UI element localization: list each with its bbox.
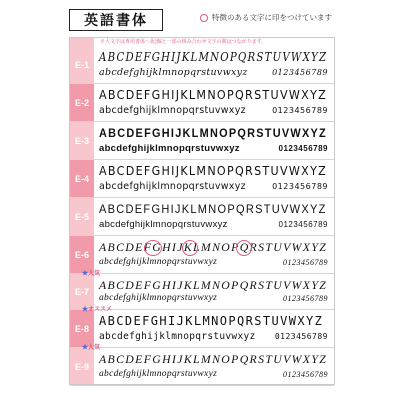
lowercase-sample: abcdefghijklmnopqrstuvwxyz — [99, 292, 218, 303]
uppercase-sample: ABCDEFGHIJKLMNOPQRSTUVWXYZ — [99, 314, 324, 328]
font-id-tab: E-5 — [74, 211, 89, 222]
font-id-tab: E-3 — [74, 135, 89, 146]
font-id-tab: E-1 — [74, 59, 89, 70]
font-sample — [99, 236, 330, 273]
digits-sample: 0123456789 — [278, 220, 328, 229]
uppercase-sample: ABCDEFGHIJKLMNOPQRSTUVWXYZ — [99, 240, 328, 254]
popular-badge — [82, 268, 100, 277]
popular-badge — [82, 304, 112, 313]
font-sample — [99, 310, 330, 347]
star-icon: ★ — [82, 345, 89, 351]
font-sample — [99, 348, 330, 385]
font-sample-sheet — [69, 37, 335, 385]
uppercase-sample: ABCDEFGHIJKLMNOPQRSTUVWXYZ — [99, 352, 328, 366]
digits-sample: 0123456789 — [283, 258, 328, 267]
star-icon: ★ — [82, 307, 89, 313]
lowercase-sample: abcdefghijklmnopqrstuvwxyz — [99, 330, 256, 342]
ligature-note: ※大文字は専用書体〜仮)個と一部の組み合わせ文字の間はつながります。 — [100, 39, 267, 45]
badge-label: オススメ — [88, 307, 112, 313]
font-sample — [99, 122, 330, 159]
legend-text: 特徴のある文字に印をつけています — [212, 13, 332, 22]
font-id-tab: E-4 — [70, 160, 94, 197]
uppercase-sample: ABCDEFGHIJKLMNOPQRSTUVWXYZ — [99, 164, 328, 178]
digits-sample: 0123456789 — [274, 332, 328, 341]
lowercase-sample: abcdefghijklmnopqrstuvwxyz — [99, 368, 218, 379]
digits-sample: 0123456789 — [272, 68, 328, 77]
uppercase-sample: ABCDEFGHIJKLMNOPQRSTUVWXYZ — [99, 88, 328, 102]
feature-mark-ring — [144, 240, 162, 256]
digits-sample: 0123456789 — [272, 106, 328, 115]
uppercase-sample: ABCDEFGHIJKLMNOPQRSTUVWXYZ — [99, 50, 328, 64]
lowercase-sample: abcdefghijklmnopqrstuvwxyz — [99, 66, 248, 78]
uppercase-sample: ABCDEFGHIJKLMNOPQRSTUVWXYZ — [99, 278, 328, 292]
lowercase-sample: abcdefghijklmnopqrstuvwxyz — [99, 180, 246, 192]
lowercase-sample: abcdefghijklmnopqrstuvwxyz — [99, 142, 240, 154]
digits-sample: 0123456789 — [272, 182, 328, 191]
font-row-e-4 — [70, 160, 334, 198]
digits-sample: 0123456789 — [278, 144, 328, 153]
font-id-tab: E-6 — [70, 236, 94, 273]
font-sample — [99, 46, 330, 83]
font-row-e-5 — [70, 198, 334, 236]
digits-sample: 0123456789 — [283, 370, 328, 379]
lowercase-sample: abcdefghijklmnopqrstuvwxyz — [99, 256, 218, 267]
feature-mark-ring — [236, 240, 252, 256]
font-row-e-6 — [70, 236, 334, 274]
font-sample — [99, 84, 330, 121]
popular-badge — [82, 342, 100, 351]
font-sample — [99, 274, 330, 309]
font-id-tab: E-9 — [74, 361, 89, 372]
font-sample — [99, 160, 330, 197]
badge-label: 人気 — [88, 345, 101, 351]
font-id-tab: E-2 — [70, 84, 94, 121]
lowercase-sample: abcdefghijklmnopqrstuvwxyz — [99, 218, 228, 230]
feature-mark-ring — [182, 240, 198, 256]
font-row-e-9 — [70, 345, 334, 386]
font-row-e-2 — [70, 84, 334, 122]
font-row-e-8 — [70, 307, 334, 348]
legend — [200, 12, 332, 23]
font-row-e-3 — [70, 122, 334, 160]
star-icon: ★ — [82, 271, 89, 277]
page-title: 英語書体 — [69, 9, 163, 31]
digits-sample: 0123456789 — [283, 294, 328, 303]
lowercase-sample: abcdefghijklmnopqrstuvwxyz — [99, 104, 246, 116]
uppercase-sample: ABCDEFGHIJKLMNOPQRSTUVWXYZ — [99, 126, 327, 140]
font-id-tab: E-8 — [70, 310, 94, 347]
uppercase-sample: ABCDEFGHIJKLMNOPQRSTUVWXYZ — [99, 202, 327, 216]
font-row-e-1 — [70, 39, 334, 84]
badge-label: 人気 — [88, 271, 101, 277]
font-sample — [99, 198, 330, 235]
circle-mark-icon — [200, 14, 208, 22]
font-id-tab: E-7 — [74, 286, 89, 297]
